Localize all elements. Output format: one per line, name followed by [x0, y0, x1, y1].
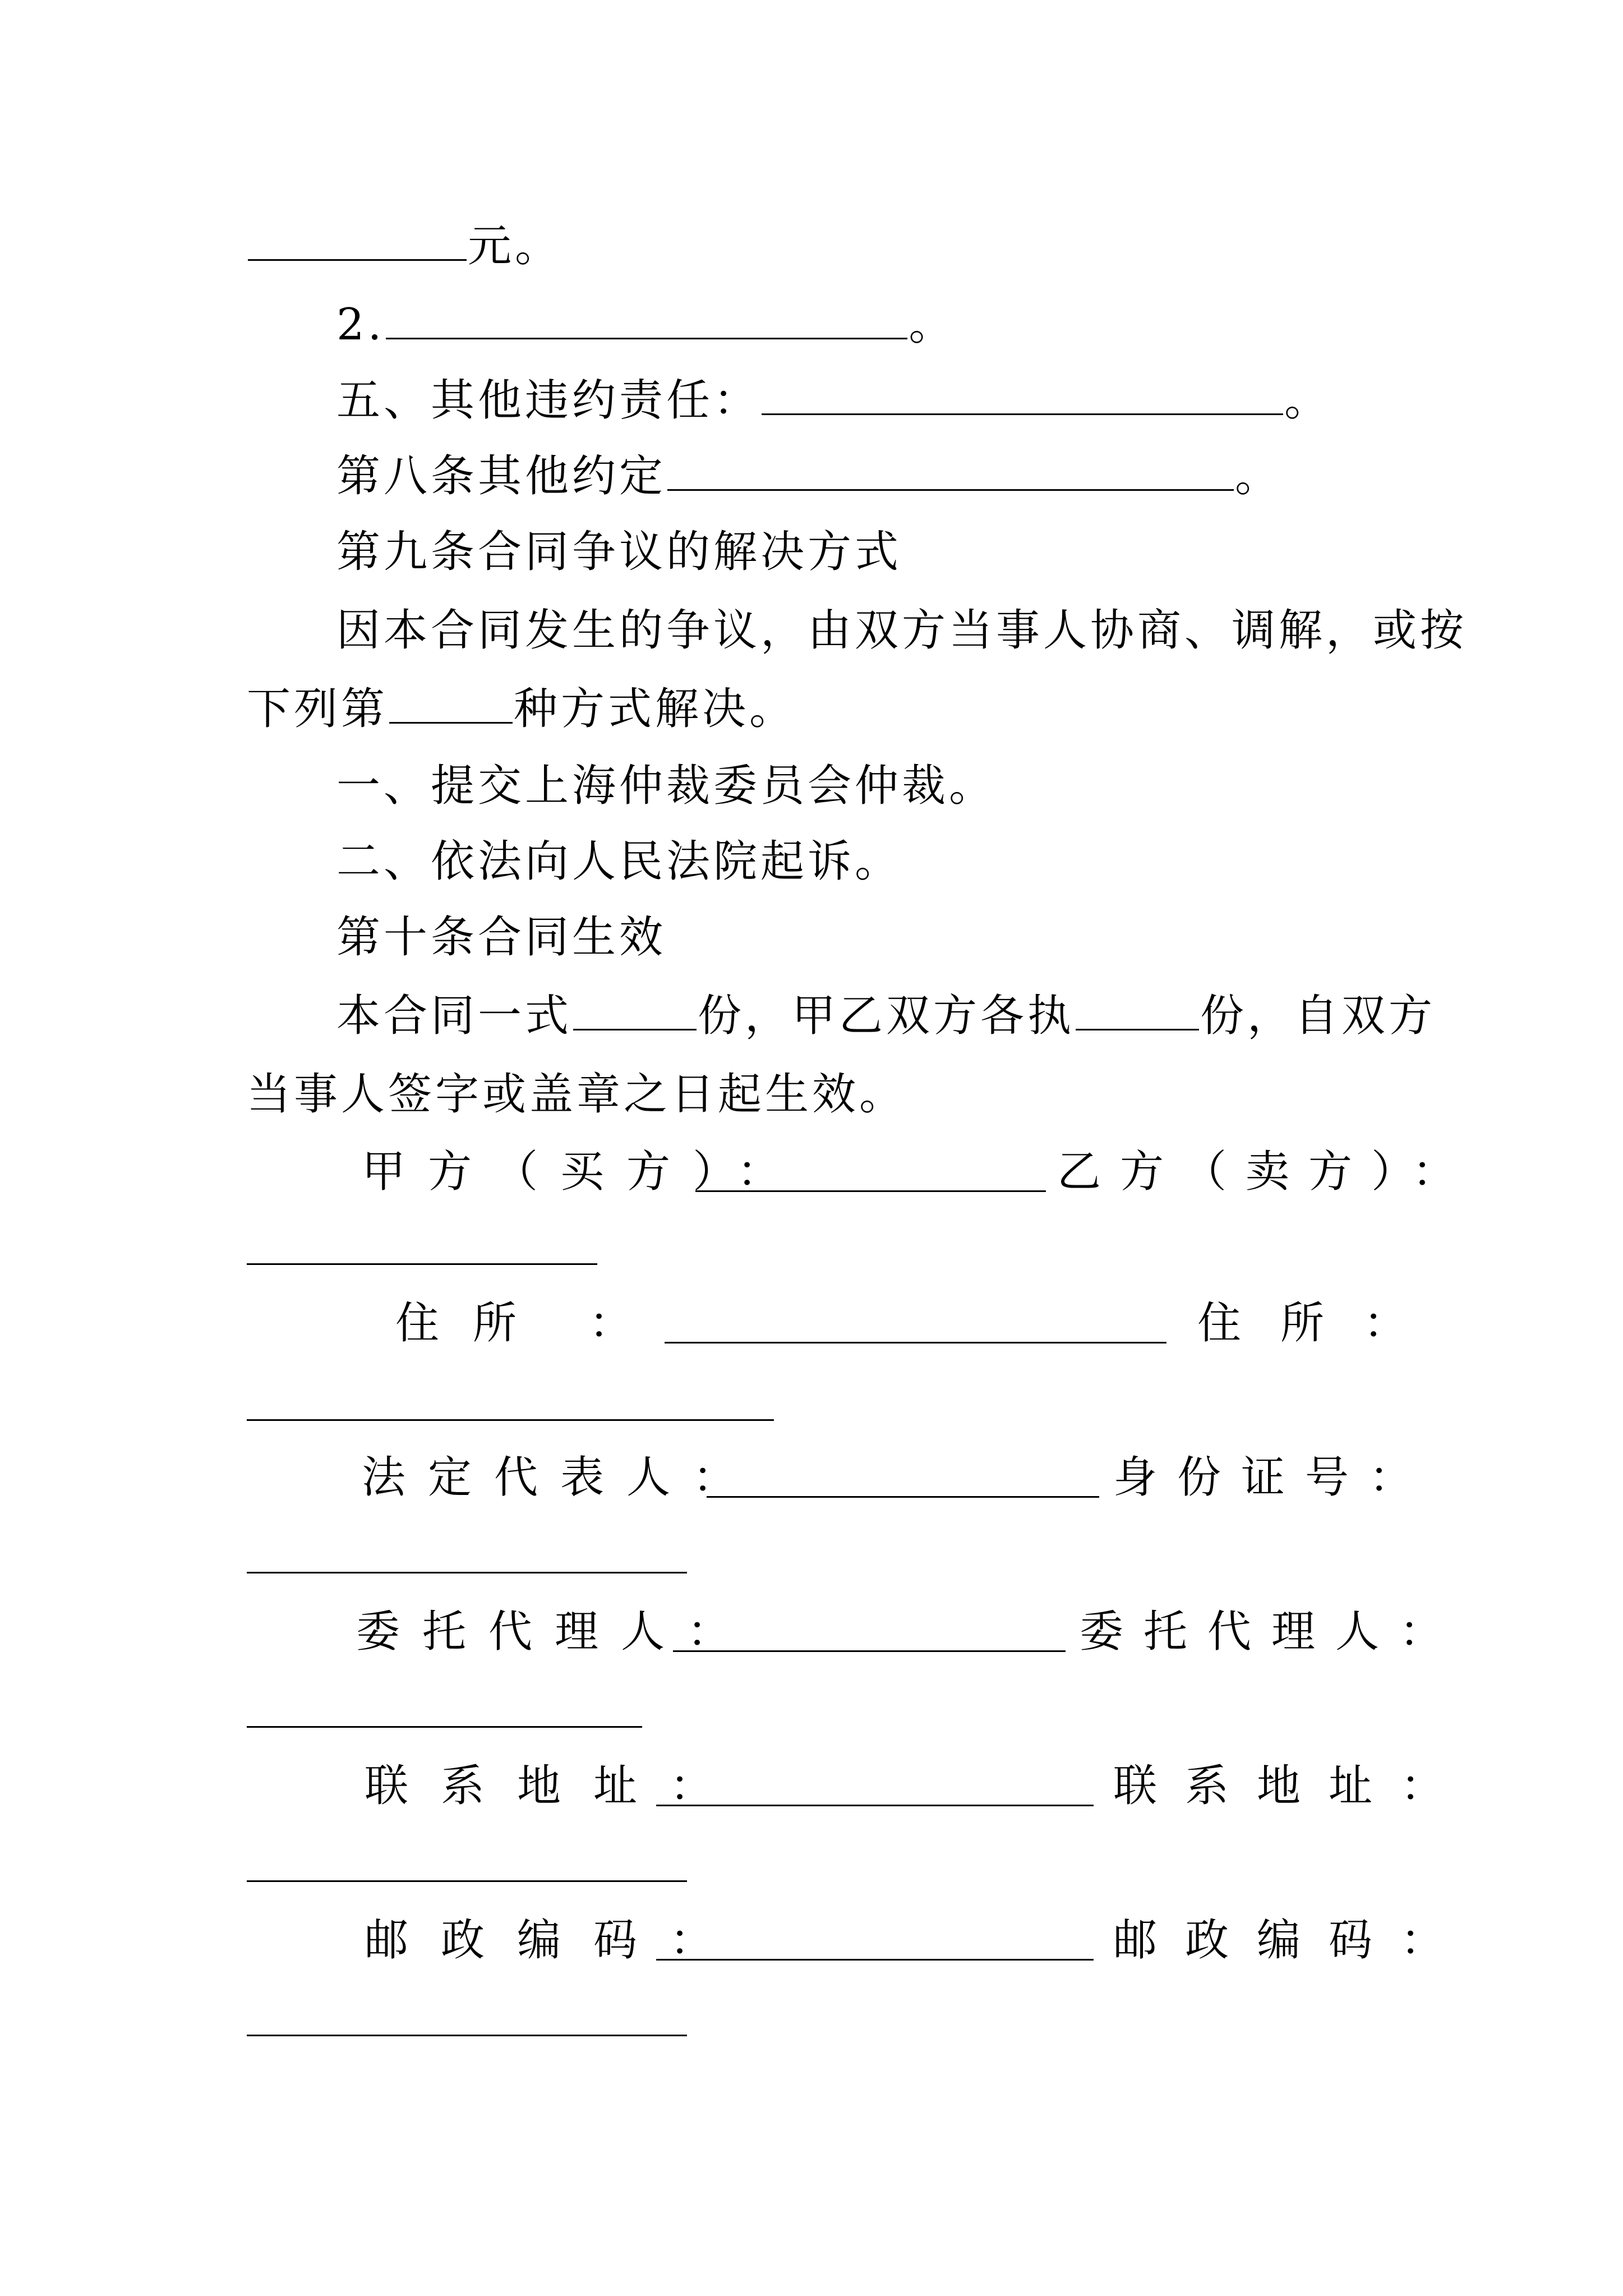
amount-blank[interactable]	[248, 259, 467, 261]
colon: ：	[589, 1298, 637, 1349]
legal-rep-label: 法定代表人：	[362, 1452, 759, 1503]
buyer-postal-label: 邮政编码：	[365, 1915, 746, 1966]
buyer-postal-blank[interactable]	[656, 1959, 1094, 1961]
seller-contact-label: 联系地址：	[1113, 1761, 1473, 1811]
copies-each-blank[interactable]	[1076, 1028, 1199, 1030]
choice-prefix: 下列第	[247, 684, 389, 734]
article-10-heading: 第十条合同生效	[336, 912, 667, 963]
seller-postal-blank[interactable]	[247, 2035, 687, 2036]
clause-number: 2.	[336, 300, 385, 350]
copies-text-b: 份，甲乙双方各执	[698, 991, 1075, 1041]
seller-postal-label: 邮政编码：	[1113, 1915, 1473, 1966]
period: 。	[1284, 375, 1332, 426]
other-liability-label: 五、其他违约责任：	[336, 375, 761, 426]
choice-suffix: 种方式解决。	[514, 684, 797, 734]
copies-total-blank[interactable]	[573, 1028, 697, 1030]
article-9-heading: 第九条合同争议的解决方式	[336, 527, 902, 577]
id-number-label: 身份证号：	[1113, 1452, 1433, 1503]
seller-contact-blank[interactable]	[247, 1880, 687, 1882]
effectiveness-line: 当事人签字或盖章之日起生效。	[247, 1069, 907, 1120]
copies-text-c: 份，自双方	[1200, 991, 1436, 1041]
other-liability-blank[interactable]	[762, 413, 1283, 415]
seller-address-blank[interactable]	[247, 1419, 774, 1421]
clause-2-blank[interactable]	[386, 337, 907, 339]
buyer-label: 甲方（买方）：	[362, 1147, 804, 1197]
seller-address-label: 住所：	[1197, 1298, 1447, 1349]
seller-blank[interactable]	[247, 1263, 597, 1265]
dispute-paragraph-line-2	[247, 684, 797, 734]
article-8-line	[336, 451, 1283, 501]
option-litigation: 二、依法向人民法院起诉。	[336, 836, 902, 887]
seller-agent-blank[interactable]	[247, 1726, 642, 1728]
copies-line	[336, 991, 1436, 1041]
clause-2-line	[336, 300, 956, 350]
copies-text-a: 本合同一式	[336, 991, 573, 1041]
period: 。	[909, 300, 956, 350]
article-8-label: 第八条其他约定	[336, 451, 667, 501]
option-arbitration: 一、提交上海仲裁委员会仲裁。	[336, 761, 997, 811]
seller-agent-label: 委托代理人：	[1080, 1607, 1464, 1657]
dispute-paragraph-line-1: 因本合同发生的争议，由双方当事人协商、调解，或按	[336, 605, 1468, 656]
seller-label: 乙方（卖方）：	[1057, 1147, 1476, 1197]
other-liability-line	[336, 375, 1332, 426]
article-8-blank[interactable]	[667, 489, 1234, 491]
buyer-contact-blank[interactable]	[656, 1805, 1094, 1806]
buyer-agent-label: 委托代理人：	[356, 1607, 754, 1657]
buyer-contact-label: 联系地址：	[365, 1761, 746, 1811]
legal-rep-blank[interactable]	[707, 1496, 1099, 1498]
buyer-blank[interactable]	[695, 1190, 1046, 1192]
period: 。	[1235, 451, 1283, 501]
buyer-address-label: 住所	[395, 1298, 551, 1349]
currency-text: 元。	[468, 221, 562, 272]
id-number-blank[interactable]	[247, 1572, 687, 1573]
buyer-address-blank[interactable]	[665, 1342, 1166, 1343]
choice-blank[interactable]	[389, 721, 513, 724]
payment-amount-line	[247, 221, 562, 272]
buyer-agent-blank[interactable]	[673, 1650, 1066, 1652]
